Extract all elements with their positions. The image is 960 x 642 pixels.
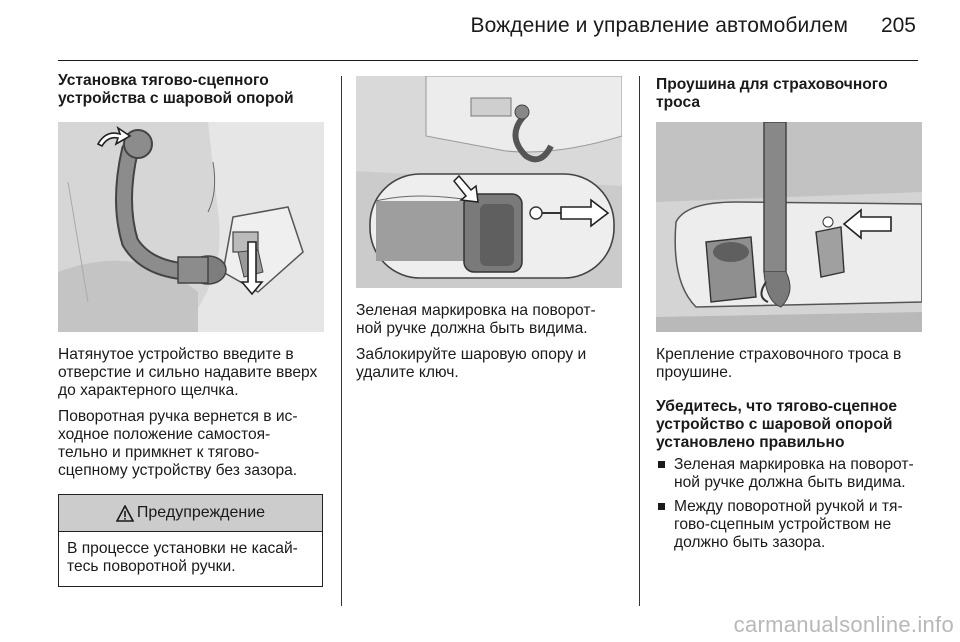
text-line: до характерного щелчка. [58, 382, 239, 399]
warning-triangle-icon [116, 505, 134, 522]
page-number: 205 [880, 14, 916, 37]
text-line: ходное положение самостоя- [58, 426, 271, 443]
instruction-paragraph [58, 346, 324, 400]
column-divider [639, 76, 640, 606]
text-line: Зеленая маркировка на поворот- [356, 302, 596, 319]
warning-header [59, 495, 322, 532]
heading-line: устройства с шаровой опорой [58, 90, 294, 107]
text-line: Заблокируйте шаровую опору и [356, 346, 587, 363]
text-line: ной ручке должна быть видима. [674, 474, 906, 491]
text-line: тельно и примкнет к тягово- [58, 444, 260, 461]
safety-cable-eye-illustration [656, 122, 922, 332]
column-right [656, 76, 922, 552]
warning-title: Предупреждение [136, 504, 266, 521]
heading-line: Установка тягово-сцепного [58, 72, 269, 89]
column-divider [341, 76, 342, 606]
text-line: должно быть зазора. [674, 534, 826, 551]
text-line: Натянутое устройство введите в [58, 346, 294, 363]
warning-box [58, 494, 323, 587]
text-line: Поворотная ручка вернется в ис- [58, 408, 298, 425]
checklist-heading [656, 398, 922, 452]
page-header [58, 0, 918, 61]
heading-line: установлено правильно [656, 434, 845, 451]
bullet-square-icon [658, 461, 665, 468]
text-line: сцепному устройству без зазора. [58, 462, 298, 479]
instruction-paragraph [356, 302, 622, 338]
text-line: тесь поворотной ручки. [67, 558, 236, 575]
column-left [58, 72, 324, 587]
warning-body [59, 532, 322, 586]
text-line: Крепление страховочного троса в [656, 346, 902, 363]
text-line: удалите ключ. [356, 364, 459, 381]
text-line: Между поворотной ручкой и тя- [674, 498, 903, 515]
section-heading [58, 72, 324, 108]
column-middle [356, 76, 622, 382]
text-line: проушине. [656, 364, 733, 381]
section-heading [656, 76, 922, 112]
heading-line: Проушина для страховочного [656, 76, 888, 93]
figure-caption [656, 346, 922, 382]
heading-line: Убедитесь, что тягово-сцепное [656, 398, 898, 415]
text-line: гово-сцепным устройством не [674, 516, 892, 533]
instruction-paragraph [356, 346, 622, 382]
text-line: Зеленая маркировка на поворот- [674, 456, 914, 473]
text-line: ной ручке должна быть видима. [356, 320, 588, 337]
watermark: carmanualsonline.info [733, 612, 954, 637]
bullet-item [656, 498, 922, 552]
bullet-item [656, 456, 922, 492]
text-line: В процессе установки не касай- [67, 540, 298, 557]
heading-line: устройство с шаровой опорой [656, 416, 893, 433]
ball-coupling-key-illustration [356, 76, 622, 288]
header-title: Вождение и управление автомобилем [470, 14, 848, 37]
text-line: отверстие и сильно надавите вверх [58, 364, 318, 381]
bullet-square-icon [658, 503, 665, 510]
heading-line: троса [656, 94, 701, 111]
towbar-install-illustration [58, 122, 324, 332]
instruction-paragraph [58, 408, 324, 480]
